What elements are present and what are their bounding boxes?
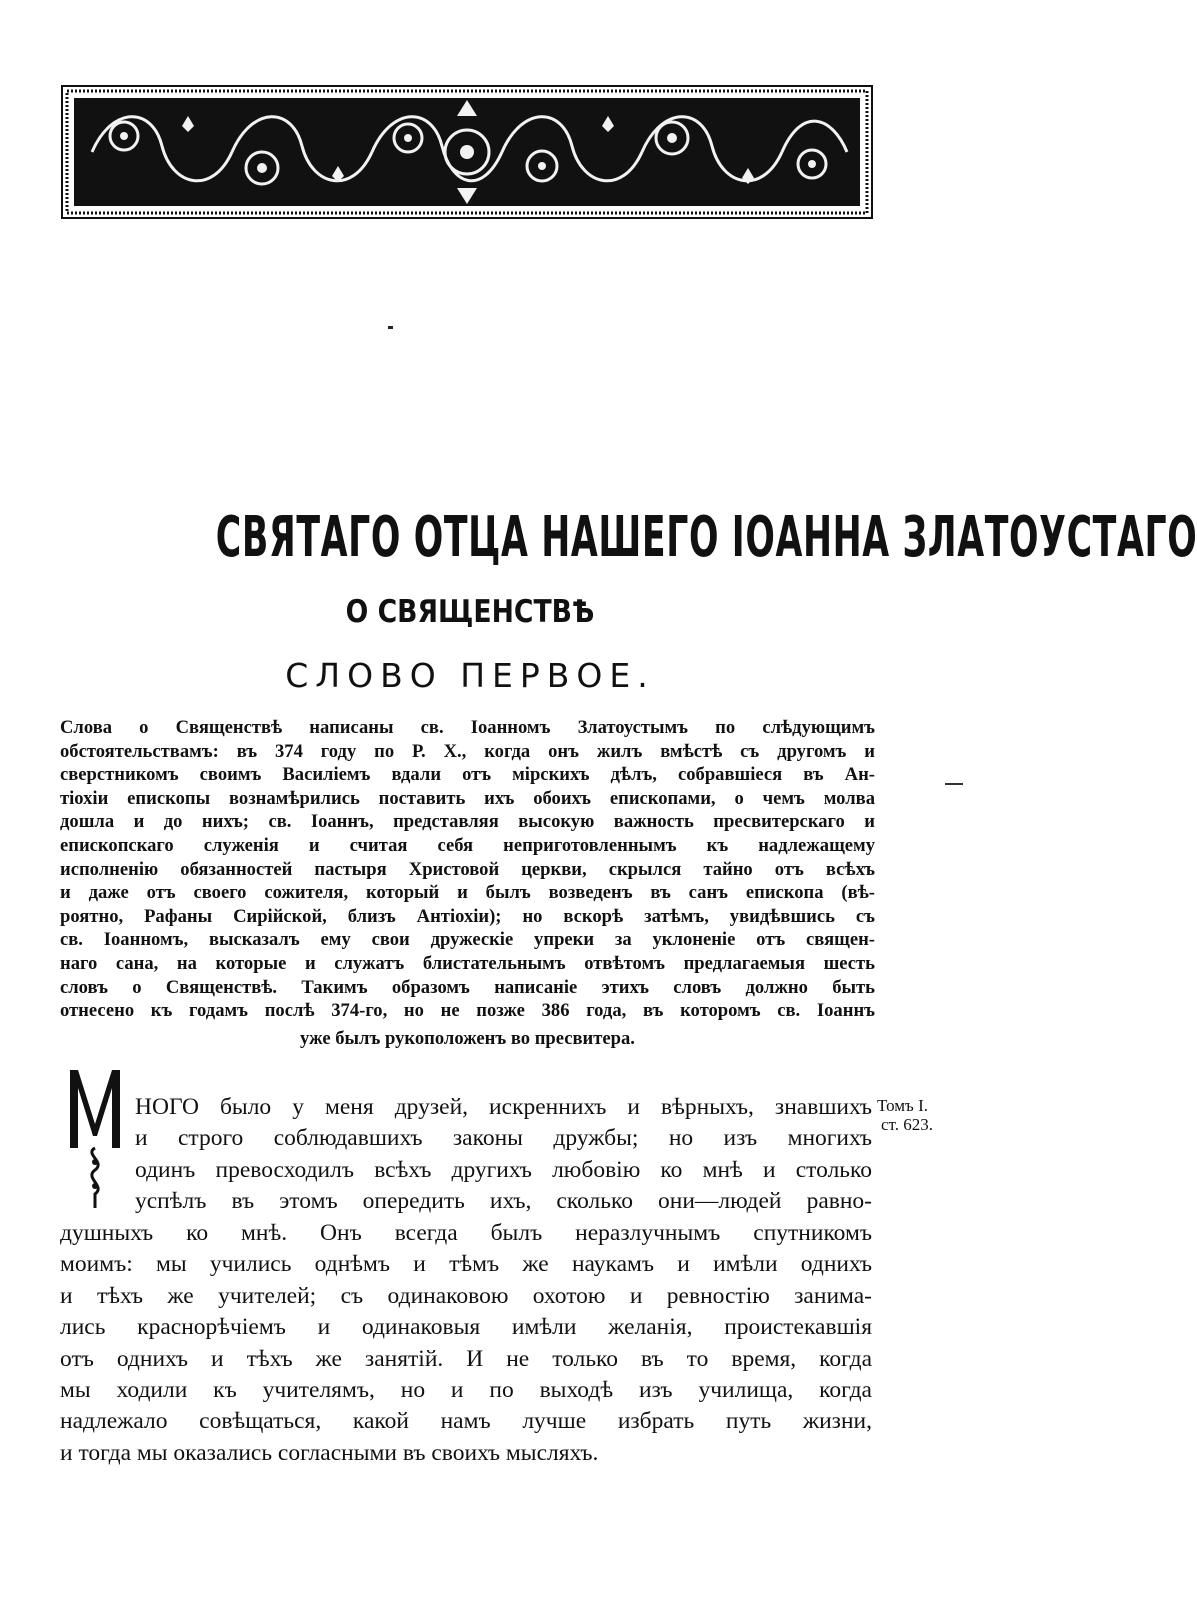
preface-line: сверстникомъ своимъ Василiемъ вдали отъ мiрскихъ дѣлъ, собравшiеся въ Ан- — [60, 764, 875, 786]
body-line: и тогда мы оказались согласными въ своихъ мысляхъ. — [60, 1439, 599, 1466]
body-line: НОГО было у меня друзей, искреннихъ и вѣрныхъ, знавшихъ — [135, 1094, 872, 1120]
margin-reference-column: ст. 623. — [881, 1115, 933, 1134]
preface-line: исполненiю обязанностей пастыря Христовой церкви, скрылся тайно отъ всѣхъ — [60, 858, 875, 880]
preface-paragraph — [60, 716, 875, 1023]
body-line: и тѣхъ же учителей; съ одинаковою охотою и ревностiю занима- — [60, 1282, 872, 1309]
initial-letter-ornament — [64, 1062, 126, 1212]
body-line: успѣлъ въ этомъ опередить ихъ, сколько они—людей равно- — [135, 1188, 872, 1215]
margin-reference — [877, 1096, 977, 1134]
headpiece-ornament-image — [62, 86, 872, 218]
preface-line: обстоятельствамъ: въ 374 году по Р. Х., когда онъ жилъ вмѣстѣ съ другомъ и — [60, 740, 875, 762]
preface-line: словъ о Священствѣ. Такимъ образомъ написанiе этихъ словъ должно быть — [60, 976, 875, 998]
ornamental-headpiece — [62, 86, 872, 218]
body-line: мы ходили къ учителямъ, но и по выходѣ изъ училища, когда — [60, 1376, 872, 1403]
preface-line: роятно, Рафаны Сирiйской, близъ Антiохiи); но вскорѣ затѣмъ, увидѣвшись съ — [60, 905, 875, 927]
print-speck — [388, 326, 393, 329]
preface-final-line: уже былъ рукоположенъ во пресвитера. — [300, 1028, 635, 1049]
preface-line: Слова о Священствѣ написаны св. Iоанномъ Златоустымъ по слѣдующимъ — [60, 717, 875, 738]
body-paragraph-indented — [135, 1092, 872, 1218]
margin-reference-volume: Томъ I. — [877, 1096, 928, 1115]
body-line: моимъ: мы учились однѣмъ и тѣмъ же наукамъ и имѣли однихъ — [60, 1251, 872, 1278]
preface-line: отнесено къ годамъ послѣ 374-го, но не позже 386 года, въ которомъ св. Iоаннъ — [60, 1000, 875, 1022]
preface-line: епископскаго служенiя и считая себя неприготовленнымъ къ надлежащему — [60, 834, 875, 856]
preface-line: тiохiи епископы вознамѣрились поставить ихъ обоихъ епископами, о чемъ молва — [60, 787, 875, 809]
preface-line: наго сана, на которые и служатъ блистательнымъ отвѣтомъ предлагаемыя шесть — [60, 952, 875, 974]
work-title: СВЯТАГО ОТЦА НАШЕГО IОАННА ЗЛАТОУСТАГО — [215, 505, 1197, 570]
body-line: одинъ превосходилъ всѣхъ другихъ любовiю ко мнѣ и столько — [135, 1156, 872, 1183]
section-heading: СЛОВО ПЕРВОЕ. — [285, 656, 655, 695]
margin-mark — [945, 783, 963, 785]
body-line: лись краснорѣчiемъ и одинаковыя имѣли желанiя, проистекавшiя — [60, 1314, 872, 1341]
preface-line: св. Iоанномъ, высказалъ ему свои дружескiе упреки за уклоненiе отъ священ- — [60, 929, 875, 951]
body-line: душныхъ ко мнѣ. Онъ всегда былъ неразлучнымъ спутникомъ — [60, 1220, 872, 1246]
decorative-initial-m — [64, 1062, 126, 1212]
work-subtitle: О СВЯЩЕНСТВѢ — [345, 594, 595, 630]
preface-line: и даже отъ своего сожителя, который и былъ возведенъ въ санъ епископа (вѣ- — [60, 882, 875, 904]
preface-line: дошла и до нихъ; св. Iоаннъ, представляя высокую важность пресвитерскаго и — [60, 811, 875, 833]
body-paragraph-full — [60, 1218, 872, 1469]
body-line: отъ однихъ и тѣхъ же занятiй. И не только въ то время, когда — [60, 1345, 872, 1372]
body-line: и строго соблюдавшихъ законы дружбы; но изъ многихъ — [135, 1125, 872, 1152]
body-line: надлежало совѣщаться, какой намъ лучше избрать путь жизни, — [60, 1408, 872, 1435]
